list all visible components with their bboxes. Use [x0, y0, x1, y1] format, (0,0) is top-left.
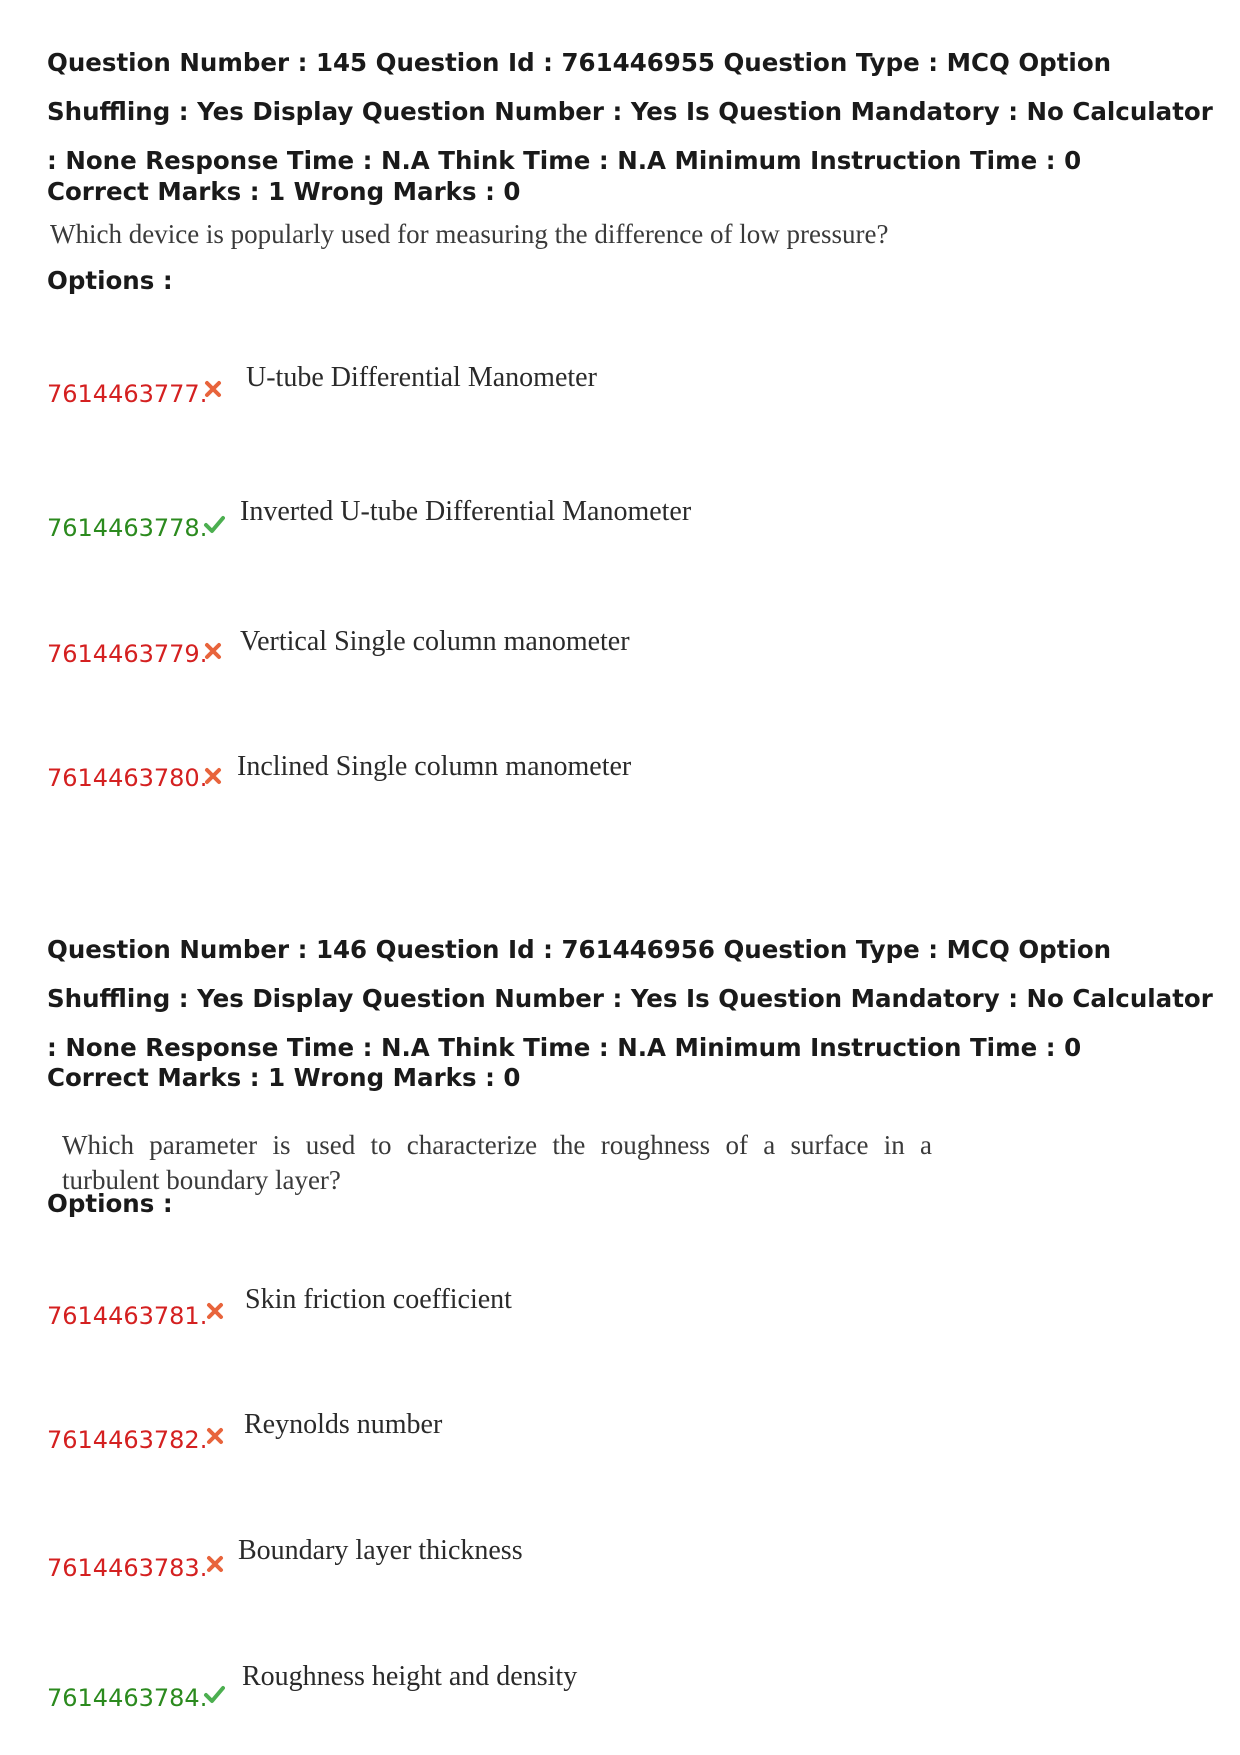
question-meta: Question Number : 146 Question Id : 761446956 Question Type : MCQ Option Shuffling : Yes Display Question Number : Yes Is Question Mandatory : No Calculator : None Response Time : N.A Think Time : N.A Minimum Instruction Time : 0 — [47, 935, 1213, 1062]
question-meta: Question Number : 145 Question Id : 761446955 Question Type : MCQ Option Shuffling : Yes Display Question Number : Yes Is Question Mandatory : No Calculator : None Response Time : N.A Think Time : N.A Minimum Instruction Time : 0 — [47, 48, 1213, 175]
option-id: 7614463777. — [47, 380, 208, 408]
cross-icon — [204, 1300, 226, 1322]
option-text: Inclined Single column manometer — [237, 751, 632, 782]
option-text: Inverted U-tube Differential Manometer — [240, 496, 692, 527]
marks-line: Correct Marks : 1 Wrong Marks : 0 — [47, 177, 521, 206]
option-text: Reynolds number — [244, 1409, 443, 1440]
option-id: 7614463779. — [47, 640, 208, 668]
option-text: Vertical Single column manometer — [240, 626, 630, 657]
cross-icon — [202, 378, 224, 400]
option-id: 7614463783. — [47, 1554, 208, 1582]
option-id: 7614463784. — [47, 1684, 208, 1712]
cross-icon — [204, 1425, 226, 1447]
option-id: 7614463782. — [47, 1426, 208, 1454]
cross-icon — [202, 640, 224, 662]
option-id: 7614463780. — [47, 764, 208, 792]
option-id: 7614463778. — [47, 514, 208, 542]
question-text: Which parameter is used to characterize the roughness of a surface in a turbulent boundary layer? — [62, 1130, 932, 1195]
options-label: Options : — [47, 266, 173, 295]
option-text: Boundary layer thickness — [238, 1535, 523, 1566]
option-text: Skin friction coefficient — [245, 1284, 512, 1315]
cross-icon — [202, 765, 224, 787]
cross-icon — [204, 1553, 226, 1575]
question-text: Which device is popularly used for measuring the difference of low pressure? — [50, 219, 889, 249]
check-icon — [203, 1683, 225, 1705]
option-id: 7614463781. — [47, 1302, 208, 1330]
option-text: Roughness height and density — [242, 1661, 578, 1692]
options-label: Options : — [47, 1189, 173, 1218]
check-icon — [203, 513, 225, 535]
option-text: U-tube Differential Manometer — [246, 362, 597, 393]
marks-line: Correct Marks : 1 Wrong Marks : 0 — [47, 1063, 521, 1092]
